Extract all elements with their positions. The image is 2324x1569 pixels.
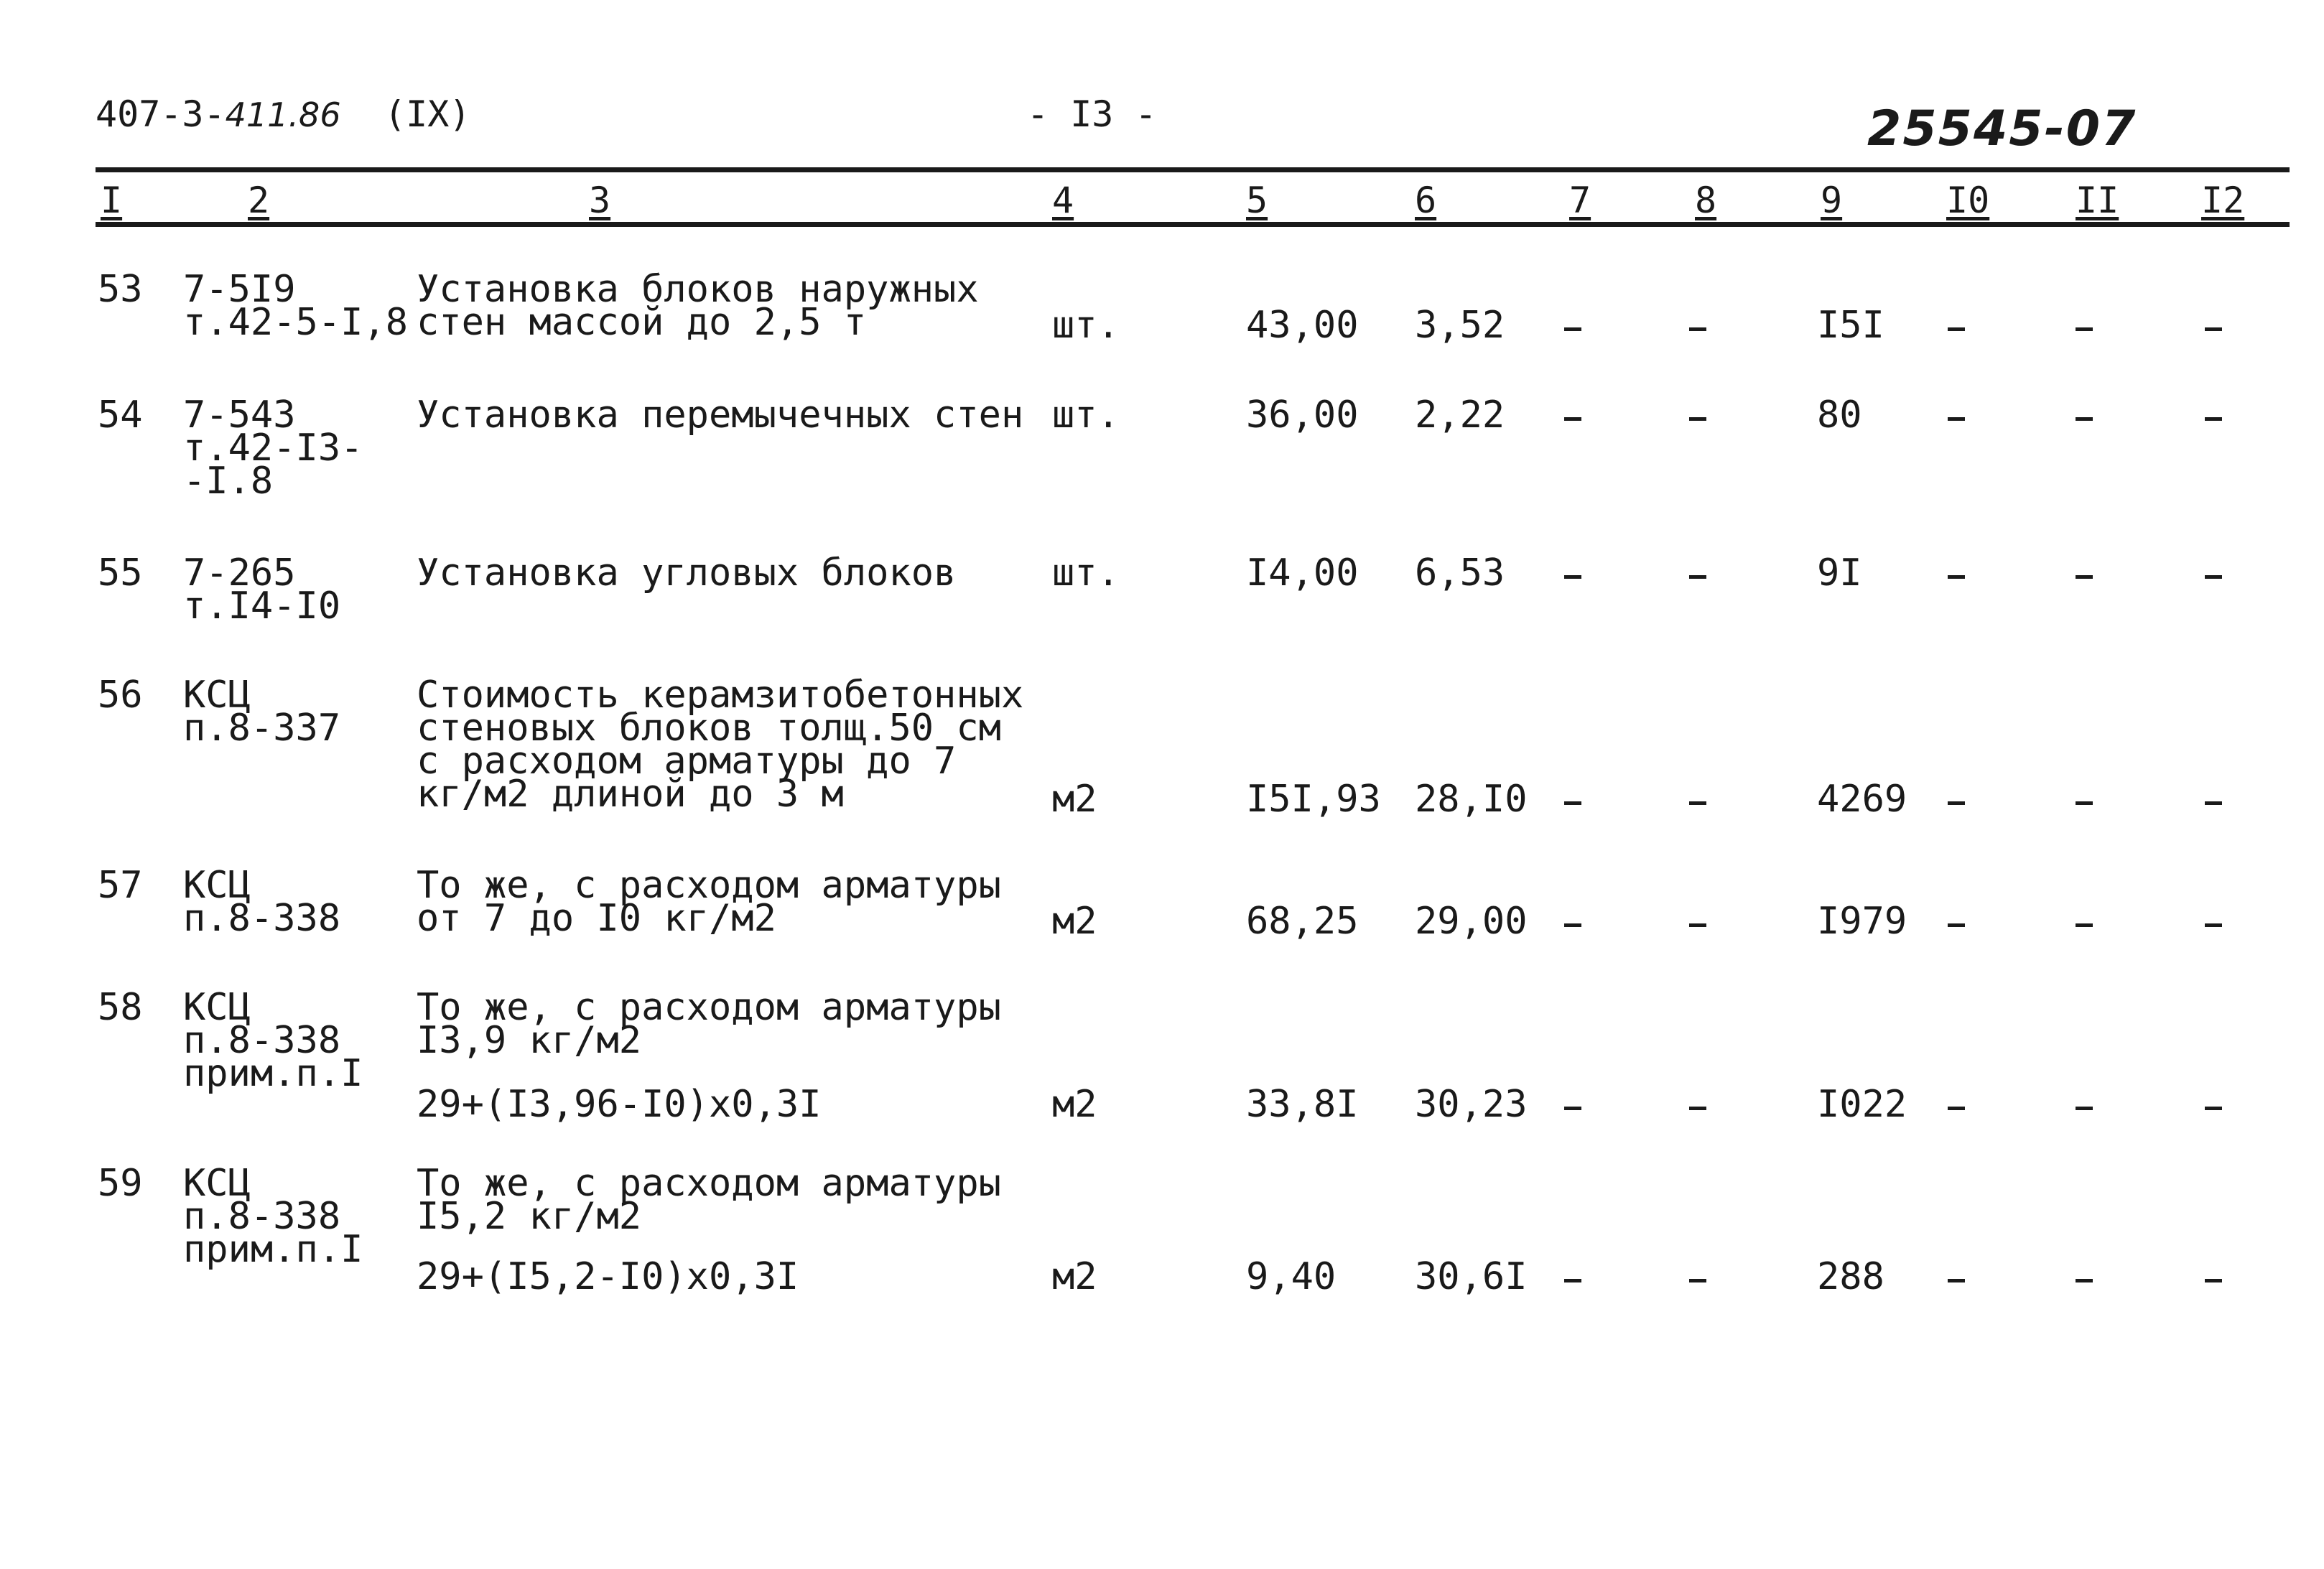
column-header-12: I2 xyxy=(2201,180,2245,221)
work-description: Стоимость керамзитобетонных стеновых блоков толщ.50 см с расходом арматуры до 7 кг/м2 длиной до 3 м xyxy=(417,674,1024,816)
unit: м2 xyxy=(1052,778,1097,821)
quantity: 36,00 xyxy=(1246,394,1359,437)
row-number: 55 xyxy=(98,551,143,595)
empty-dash-col10 xyxy=(1948,923,1965,927)
unit: м2 xyxy=(1052,1083,1097,1126)
unit-price: 6,53 xyxy=(1415,551,1505,595)
empty-dash-col11 xyxy=(2076,923,2093,927)
quantity: 9,40 xyxy=(1246,1255,1337,1298)
norm-code: КСЦ п.8-338 прим.п.I xyxy=(183,1162,363,1271)
norm-code: КСЦ п.8-338 xyxy=(183,864,341,940)
total-cost: I979 xyxy=(1817,900,1907,943)
column-header-2: 2 xyxy=(248,180,270,221)
work-description: Установка угловых блоков xyxy=(417,551,957,595)
total-cost: 4269 xyxy=(1817,778,1907,821)
column-header-7: 7 xyxy=(1569,180,1591,221)
unit-price: 30,6I xyxy=(1415,1255,1528,1298)
column-header-4: 4 xyxy=(1052,180,1074,221)
empty-dash-col10 xyxy=(1948,801,1965,805)
empty-dash-col10 xyxy=(1948,417,1965,421)
unit-price: 3,52 xyxy=(1415,304,1505,347)
document-code-handwritten: 411.86 xyxy=(225,96,341,134)
column-header-1: I xyxy=(101,180,123,221)
total-cost: I5I xyxy=(1817,304,1884,347)
unit: м2 xyxy=(1052,1255,1097,1298)
empty-dash-col11 xyxy=(2076,417,2093,421)
quantity: I4,00 xyxy=(1246,551,1359,595)
row-number: 53 xyxy=(98,268,143,311)
empty-dash-col11 xyxy=(2076,327,2093,331)
norm-code: КСЦ п.8-337 xyxy=(183,674,341,750)
unit: шт. xyxy=(1052,394,1120,437)
price-formula: 29+(I3,96-I0)x0,3I xyxy=(417,1083,822,1126)
total-cost: 9I xyxy=(1817,551,1862,595)
work-description: То же, с расходом арматуры I3,9 кг/м2 xyxy=(417,986,1001,1062)
empty-dash-col7 xyxy=(1564,923,1581,927)
empty-dash-col12 xyxy=(2205,923,2222,927)
unit: шт. xyxy=(1052,304,1120,347)
work-description: То же, с расходом арматуры от 7 до I0 кг/м2 xyxy=(417,864,1001,940)
empty-dash-col7 xyxy=(1564,801,1581,805)
empty-dash-col8 xyxy=(1689,1107,1706,1110)
work-description: Установка блоков наружных стен массой до 2,5 т xyxy=(417,268,979,344)
empty-dash-col10 xyxy=(1948,1107,1965,1110)
unit-price: 2,22 xyxy=(1415,394,1505,437)
empty-dash-col12 xyxy=(2205,1107,2222,1110)
empty-dash-col7 xyxy=(1564,575,1581,579)
quantity: 68,25 xyxy=(1246,900,1359,943)
norm-code: КСЦ п.8-338 прим.п.I xyxy=(183,986,363,1095)
empty-dash-col12 xyxy=(2205,417,2222,421)
empty-dash-col7 xyxy=(1564,1279,1581,1282)
norm-code: 7-543 т.42-I3- -I.8 xyxy=(183,394,363,503)
price-formula: 29+(I5,2-I0)x0,3I xyxy=(417,1255,799,1298)
empty-dash-col11 xyxy=(2076,575,2093,579)
row-number: 57 xyxy=(98,864,143,907)
total-cost: 80 xyxy=(1817,394,1862,437)
total-cost: 288 xyxy=(1817,1255,1884,1298)
unit: шт. xyxy=(1052,551,1120,595)
total-cost: I022 xyxy=(1817,1083,1907,1126)
empty-dash-col10 xyxy=(1948,327,1965,331)
empty-dash-col8 xyxy=(1689,1279,1706,1282)
work-description: То же, с расходом арматуры I5,2 кг/м2 xyxy=(417,1162,1001,1238)
row-number: 56 xyxy=(98,674,143,717)
row-number: 58 xyxy=(98,986,143,1029)
quantity: I5I,93 xyxy=(1246,778,1381,821)
empty-dash-col12 xyxy=(2205,575,2222,579)
unit-price: 30,23 xyxy=(1415,1083,1528,1126)
empty-dash-col12 xyxy=(2205,327,2222,331)
column-header-rule xyxy=(96,222,2290,227)
row-number: 54 xyxy=(98,394,143,437)
empty-dash-col8 xyxy=(1689,327,1706,331)
empty-dash-col10 xyxy=(1948,575,1965,579)
empty-dash-col10 xyxy=(1948,1279,1965,1282)
empty-dash-col8 xyxy=(1689,575,1706,579)
empty-dash-col8 xyxy=(1689,801,1706,805)
column-header-11: II xyxy=(2076,180,2119,221)
handwritten-stamp-number: 25545-07 xyxy=(1867,101,2137,157)
column-header-9: 9 xyxy=(1821,180,1843,221)
column-header-8: 8 xyxy=(1695,180,1717,221)
empty-dash-col7 xyxy=(1564,1107,1581,1110)
document-code xyxy=(96,93,341,135)
table-top-rule xyxy=(96,167,2290,172)
document-code-printed: 407-3- xyxy=(96,93,226,135)
empty-dash-col12 xyxy=(2205,801,2222,805)
unit-price: 28,I0 xyxy=(1415,778,1528,821)
work-description: Установка перемычечных стен xyxy=(417,394,1024,437)
unit: м2 xyxy=(1052,900,1097,943)
empty-dash-col8 xyxy=(1689,923,1706,927)
column-header-3: 3 xyxy=(589,180,611,221)
empty-dash-col11 xyxy=(2076,1279,2093,1282)
page-number: - I3 - xyxy=(1027,93,1157,135)
norm-code: 7-265 т.I4-I0 xyxy=(183,551,341,628)
empty-dash-col7 xyxy=(1564,417,1581,421)
empty-dash-col7 xyxy=(1564,327,1581,331)
column-header-5: 5 xyxy=(1246,180,1268,221)
empty-dash-col8 xyxy=(1689,417,1706,421)
norm-code: 7-5I9 т.42-5-I,8 xyxy=(183,268,409,344)
unit-price: 29,00 xyxy=(1415,900,1528,943)
row-number: 59 xyxy=(98,1162,143,1205)
quantity: 33,8I xyxy=(1246,1083,1359,1126)
empty-dash-col11 xyxy=(2076,1107,2093,1110)
column-header-6: 6 xyxy=(1415,180,1437,221)
empty-dash-col12 xyxy=(2205,1279,2222,1282)
empty-dash-col11 xyxy=(2076,801,2093,805)
quantity: 43,00 xyxy=(1246,304,1359,347)
section-label: (IX) xyxy=(384,93,471,135)
column-header-10: I0 xyxy=(1946,180,1990,221)
